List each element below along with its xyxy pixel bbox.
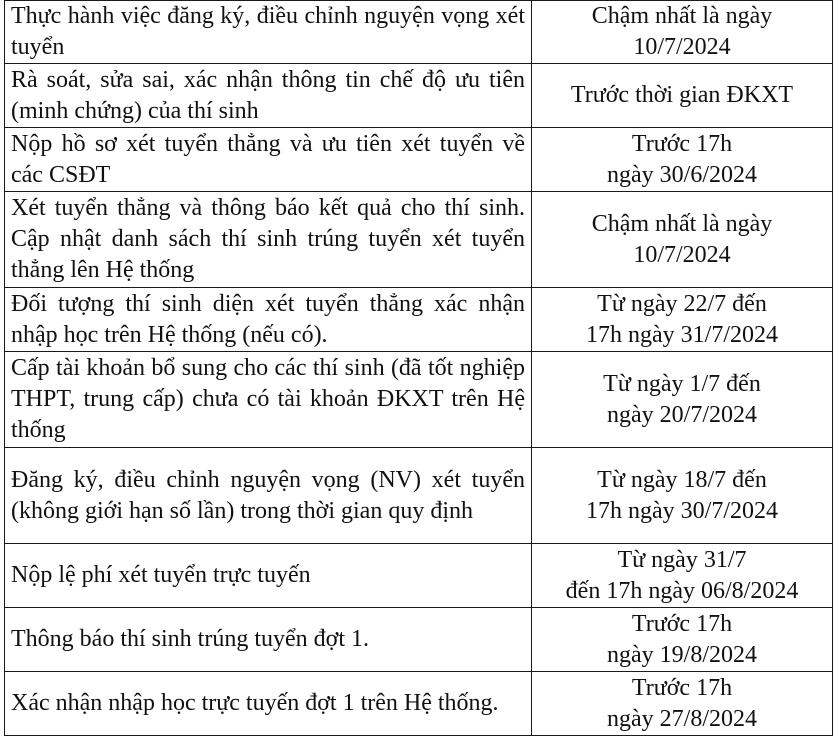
- task-cell: Đối tượng thí sinh diện xét tuyển thẳng xác nhận nhập học trên Hệ thống (nếu có).: [5, 288, 532, 352]
- deadline-line: 17h ngày 31/7/2024: [586, 321, 778, 348]
- table-row: [5, 672, 833, 736]
- deadline-line: Từ ngày 22/7 đến: [597, 290, 767, 317]
- task-cell: Cấp tài khoản bổ sung cho các thí sinh (đã tốt nghiệp THPT, trung cấp) chưa có tài khoản ĐKXT trên Hệ thống: [5, 352, 532, 448]
- admission-schedule-table: [4, 0, 833, 736]
- deadline-line: Chậm nhất là ngày: [591, 210, 773, 237]
- deadline-cell: [532, 288, 833, 352]
- task-cell: Xét tuyển thẳng và thông báo kết quả cho thí sinh. Cập nhật danh sách thí sinh trúng tuyển xét tuyển thẳng lên Hệ thống: [5, 192, 532, 288]
- table-row: [5, 1, 833, 64]
- task-cell: Nộp hồ sơ xét tuyển thẳng và ưu tiên xét tuyển về các CSĐT: [5, 128, 532, 192]
- task-cell: Đăng ký, điều chỉnh nguyện vọng (NV) xét tuyển (không giới hạn số lần) trong thời gian quy định: [5, 448, 532, 544]
- deadline-cell: [532, 448, 833, 544]
- deadline-line: Trước 17h: [631, 674, 733, 701]
- task-cell: Nộp lệ phí xét tuyển trực tuyến: [5, 544, 532, 608]
- deadline-line: Chậm nhất là ngày: [591, 3, 773, 29]
- deadline-line: ngày 20/7/2024: [607, 401, 757, 428]
- table-row: [5, 544, 833, 608]
- deadline-line: ngày 30/6/2024: [607, 161, 757, 188]
- deadline-line: Trước 17h: [631, 130, 733, 157]
- deadline-line: 17h ngày 30/7/2024: [586, 497, 778, 524]
- deadline-cell: [532, 192, 833, 288]
- schedule-table-body: [5, 1, 833, 736]
- deadline-cell: [532, 128, 833, 192]
- task-cell: Thực hành việc đăng ký, điều chỉnh nguyện vọng xét tuyển: [5, 1, 532, 64]
- table-row: [5, 64, 833, 128]
- deadline-cell: [532, 544, 833, 608]
- deadline-line: Trước 17h: [631, 610, 733, 637]
- deadline-cell: [532, 1, 833, 64]
- task-cell: Rà soát, sửa sai, xác nhận thông tin chế độ ưu tiên (minh chứng) của thí sinh: [5, 64, 532, 128]
- table-row: [5, 608, 833, 672]
- deadline-line: đến 17h ngày 06/8/2024: [565, 577, 799, 604]
- table-row: [5, 192, 833, 288]
- deadline-cell: [532, 352, 833, 448]
- deadline-line: Từ ngày 1/7 đến: [603, 370, 761, 397]
- deadline-line: ngày 27/8/2024: [607, 705, 757, 732]
- deadline-cell: [532, 608, 833, 672]
- deadline-line: Từ ngày 18/7 đến: [597, 466, 767, 493]
- deadline-line: Trước thời gian ĐKXT: [570, 82, 794, 108]
- task-cell: Thông báo thí sinh trúng tuyển đợt 1.: [5, 608, 532, 672]
- task-cell: Xác nhận nhập học trực tuyến đợt 1 trên Hệ thống.: [5, 672, 532, 736]
- deadline-cell: [532, 64, 833, 128]
- deadline-line: ngày 19/8/2024: [607, 641, 757, 668]
- deadline-line: Từ ngày 31/7: [617, 546, 747, 573]
- deadline-line: 10/7/2024: [633, 241, 731, 268]
- deadline-line: 10/7/2024: [633, 34, 731, 60]
- table-row: [5, 128, 833, 192]
- deadline-cell: [532, 672, 833, 736]
- table-row: [5, 288, 833, 352]
- table-row: [5, 448, 833, 544]
- table-row: [5, 352, 833, 448]
